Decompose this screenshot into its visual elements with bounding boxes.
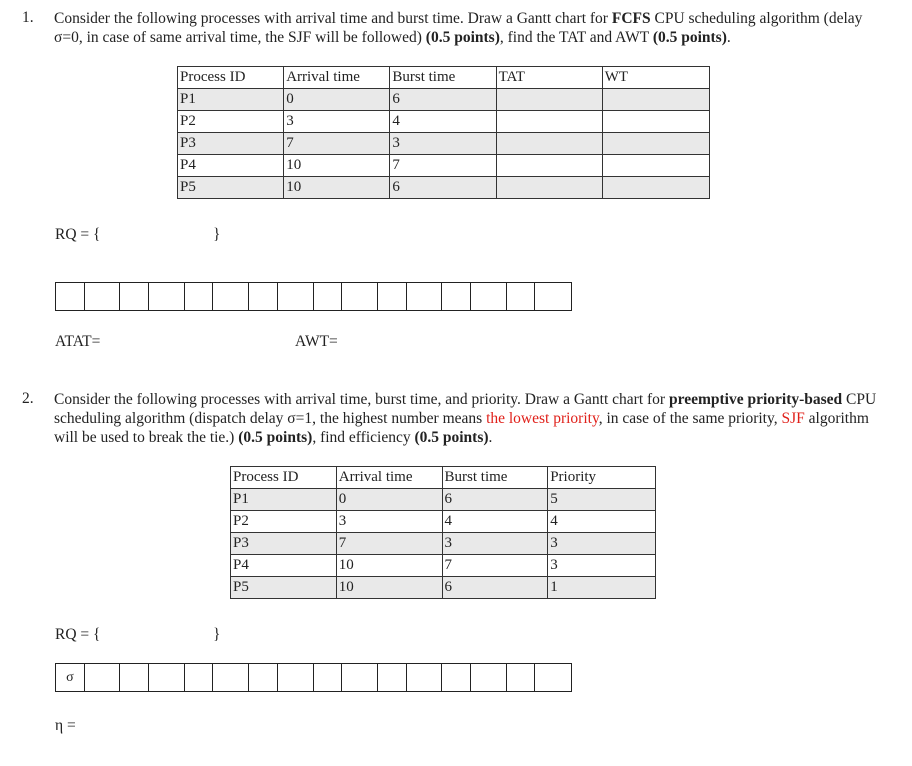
q2-points-2: (0.5 points): [414, 429, 489, 446]
q2-process-table: [230, 466, 656, 599]
gantt-cell[interactable]: [407, 664, 443, 691]
q1-gantt-chart: [55, 282, 572, 311]
gantt-cell[interactable]: [378, 283, 407, 310]
q2-text-end: .: [488, 429, 493, 446]
q2-text-pre: Consider the following processes with arrival time, burst time, and priority. Draw a Gantt chart for: [54, 391, 669, 408]
cell: 3: [442, 533, 548, 555]
cell: P3: [178, 133, 284, 155]
cell: 6: [442, 577, 548, 599]
gantt-cell[interactable]: [278, 664, 314, 691]
gantt-cell[interactable]: [249, 283, 278, 310]
gantt-cell[interactable]: [342, 283, 378, 310]
gantt-cell[interactable]: [314, 283, 343, 310]
cell: 3: [336, 511, 442, 533]
wt-cell: [602, 155, 709, 177]
q1-fcfs: FCFS: [611, 10, 651, 27]
q1-table-header-row: [178, 67, 710, 89]
tat-cell: [496, 89, 602, 111]
q1-process-table: [177, 66, 710, 199]
wt-cell: [602, 177, 709, 199]
cell: 3: [548, 555, 656, 577]
gantt-cell[interactable]: [185, 283, 214, 310]
table-row: [178, 177, 710, 199]
wt-cell: [602, 89, 709, 111]
cell: 10: [336, 555, 442, 577]
cell: P1: [231, 489, 337, 511]
cell: 7: [284, 133, 390, 155]
question-2-text: [54, 390, 894, 447]
gantt-cell[interactable]: [507, 283, 536, 310]
wt-cell: [602, 133, 709, 155]
gantt-cell[interactable]: [314, 664, 343, 691]
cell: P4: [178, 155, 284, 177]
q2-rq-open: RQ = {: [55, 626, 101, 643]
q1-text-pre: Consider the following processes with arrival time and burst time. Draw a Gantt chart for: [54, 10, 612, 27]
q2-table-header-row: [231, 467, 656, 489]
q2-text-mid: CPU scheduling algorithm (dispatch delay σ=1, the highest number means: [54, 391, 877, 427]
cell: P5: [178, 177, 284, 199]
q2-lowest-priority: the lowest priority: [486, 410, 599, 427]
gantt-cell[interactable]: [507, 664, 536, 691]
q2-gantt-chart: [55, 663, 572, 692]
q1-header-wt: WT: [602, 67, 709, 89]
gantt-cell[interactable]: [56, 283, 85, 310]
gantt-cell[interactable]: [85, 664, 121, 691]
q2-header-burst: Burst time: [442, 467, 548, 489]
q2-algorithm: preemptive priority-based: [668, 391, 843, 408]
q1-rq-close: }: [213, 226, 221, 243]
q1-header-arrival: Arrival time: [284, 67, 390, 89]
cell: 3: [390, 133, 496, 155]
tat-cell: [496, 177, 602, 199]
cell: 0: [336, 489, 442, 511]
q2-sjf: SJF: [781, 410, 805, 427]
cell: 6: [390, 89, 496, 111]
gantt-cell[interactable]: [471, 283, 507, 310]
cell: 3: [284, 111, 390, 133]
wt-cell: [602, 111, 709, 133]
cell: 10: [284, 177, 390, 199]
table-row: [231, 555, 656, 577]
gantt-cell[interactable]: [378, 664, 407, 691]
cell: P1: [178, 89, 284, 111]
table-row: [231, 511, 656, 533]
cell: 7: [390, 155, 496, 177]
cell: 1: [548, 577, 656, 599]
tat-cell: [496, 133, 602, 155]
q2-points-1: (0.5 points): [238, 429, 313, 446]
gantt-cell[interactable]: [407, 283, 443, 310]
gantt-cell[interactable]: [149, 283, 185, 310]
tat-cell: [496, 111, 602, 133]
q1-header-tat: TAT: [496, 67, 602, 89]
gantt-cell[interactable]: [120, 283, 149, 310]
gantt-cell[interactable]: [85, 283, 121, 310]
cell: 10: [336, 577, 442, 599]
q2-text-mid2: , in case of the same priority,: [598, 410, 782, 427]
table-row: [231, 533, 656, 555]
gantt-cell[interactable]: [249, 664, 278, 691]
cell: 10: [284, 155, 390, 177]
q1-header-burst: Burst time: [390, 67, 496, 89]
table-row: [178, 155, 710, 177]
gantt-cell[interactable]: [442, 283, 471, 310]
question-2-number: 2.: [22, 390, 34, 407]
cell: P2: [231, 511, 337, 533]
q2-rq-close: }: [213, 626, 221, 643]
gantt-cell[interactable]: [213, 283, 249, 310]
cell: P5: [231, 577, 337, 599]
gantt-cell[interactable]: [442, 664, 471, 691]
q2-header-arrival: Arrival time: [336, 467, 442, 489]
question-2: [22, 390, 894, 447]
cell: 7: [336, 533, 442, 555]
tat-cell: [496, 155, 602, 177]
gantt-cell[interactable]: [278, 283, 314, 310]
gantt-cell[interactable]: [342, 664, 378, 691]
q1-text-end: .: [726, 29, 731, 46]
question-1-text: [54, 9, 894, 47]
q1-text-mid: CPU scheduling algorithm (delay σ=0, in case of same arrival time, the SJF will be followed): [54, 10, 863, 46]
table-row: [178, 111, 710, 133]
q2-header-priority: Priority: [548, 467, 656, 489]
question-1: [22, 9, 894, 47]
q1-points-1: (0.5 points): [425, 29, 500, 46]
cell: 6: [390, 177, 496, 199]
q1-points-2: (0.5 points): [652, 29, 727, 46]
cell: 4: [548, 511, 656, 533]
question-1-number: 1.: [22, 9, 34, 26]
gantt-cell[interactable]: [185, 664, 214, 691]
cell: P2: [178, 111, 284, 133]
gantt-cell[interactable]: [535, 283, 571, 310]
q1-awt-label: AWT=: [295, 333, 338, 350]
gantt-cell[interactable]: [535, 664, 571, 691]
cell: 3: [548, 533, 656, 555]
q1-atat-label: ATAT=: [55, 333, 101, 350]
table-row: [231, 577, 656, 599]
table-row: [231, 489, 656, 511]
q2-text-mid3: algorithm will be used to break the tie.): [54, 410, 869, 446]
table-row: [178, 133, 710, 155]
cell: 6: [442, 489, 548, 511]
gantt-cell[interactable]: [213, 664, 249, 691]
q2-header-process-id: Process ID: [231, 467, 337, 489]
q1-header-process-id: Process ID: [178, 67, 284, 89]
cell: 7: [442, 555, 548, 577]
cell: 4: [390, 111, 496, 133]
gantt-cell[interactable]: [471, 664, 507, 691]
q1-rq-open: RQ = {: [55, 226, 101, 243]
cell: 0: [284, 89, 390, 111]
q2-eta-label: η =: [55, 717, 76, 734]
q2-text-mid4: , find efficiency: [312, 429, 415, 446]
cell: 4: [442, 511, 548, 533]
gantt-cell[interactable]: [149, 664, 185, 691]
q1-text-mid2: , find the TAT and AWT: [499, 29, 653, 46]
cell: P4: [231, 555, 337, 577]
cell: 5: [548, 489, 656, 511]
table-row: [178, 89, 710, 111]
cell: P3: [231, 533, 337, 555]
gantt-sigma-cell: σ: [56, 664, 85, 691]
gantt-cell[interactable]: [120, 664, 149, 691]
